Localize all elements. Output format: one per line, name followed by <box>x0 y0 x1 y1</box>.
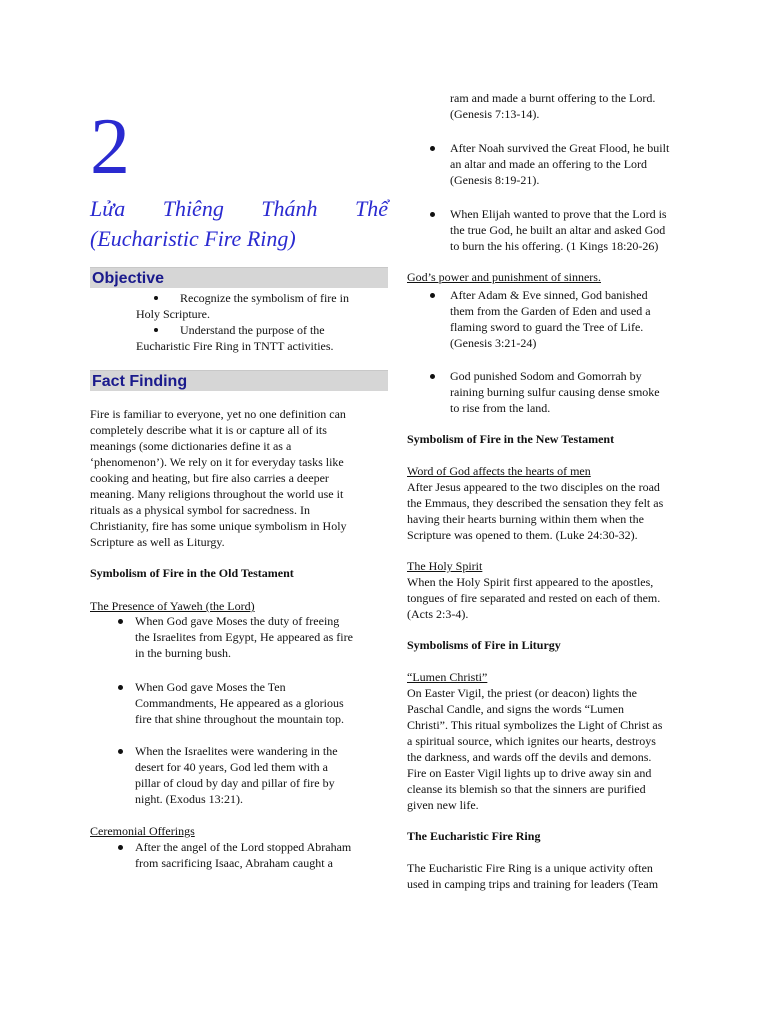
lumen-heading: “Lumen Christi” <box>407 670 488 684</box>
intro-paragraph: Fire is familiar to everyone, yet no one definition can completely describe what it is or capture all of its meanings (some dictionaries define it as a ‘phenomenon’). We rely on it for everyday tasks like cooking and heating, but fire also carries a deeper meaning. Many religions throughout the world use it rituals as a physical symbol for sacredness. In Christianity, fire has some unique symbolism in Holy Scripture as well as Liturgy. <box>90 407 347 549</box>
bullet-icon <box>430 146 435 151</box>
lumen-paragraph: On Easter Vigil, the priest (or deacon) lights the Paschal Candle, and signs the words “Lumen Christi”. This ritual symbolizes the Light of Christ as a spiritual source, which ignites our hearts, destroys the darkness, and wards off the devils and demons. Fire on Easter Vigil lights up to drive away sin and cleanse its blemish so that the sinners are purified given new life. <box>407 686 663 812</box>
list-item: When God gave Moses the Ten Commandments, He appeared as a glorious fire that shine throughout the mountain top. <box>135 680 344 726</box>
word-heading: Word of God affects the hearts of men <box>407 464 591 478</box>
liturgy-heading: Symbolisms of Fire in Liturgy <box>407 638 561 652</box>
continued-item: ram and made a burnt offering to the Lord. (Genesis 7:13-14). <box>450 91 656 121</box>
fire-ring-paragraph: The Eucharistic Fire Ring is a unique activity often used in camping trips and training for leaders (Team <box>407 861 659 891</box>
list-item: God punished Sodom and Gomorrah by raining burning sulfur causing dense smoke to rise from the land. <box>450 369 660 415</box>
chapter-number: 2 <box>90 103 130 191</box>
bullet-icon <box>430 374 435 379</box>
list-item: After Noah survived the Great Flood, he built an altar and made an offering to the Lord (Genesis 8:19-21). <box>450 141 670 187</box>
bullet-icon <box>430 293 435 298</box>
fire-ring-heading: The Eucharistic Fire Ring <box>407 829 541 843</box>
bullet-icon <box>118 619 123 624</box>
chapter-title-vietnamese: Lửa Thiêng Thánh Thể <box>90 196 388 221</box>
presence-heading: The Presence of Yaweh (the Lord) <box>90 599 255 613</box>
chapter-title <box>90 194 388 254</box>
spirit-heading: The Holy Spirit <box>407 559 483 573</box>
new-testament-heading: Symbolism of Fire in the New Testament <box>407 432 615 446</box>
list-item: When Elijah wanted to prove that the Lord is the true God, he built an altar and asked God to burn the his offering. (1 Kings 18:20-26) <box>450 207 667 253</box>
fact-finding-heading: Fact Finding <box>90 370 388 391</box>
bullet-icon <box>430 212 435 217</box>
list-item: When God gave Moses the duty of freeing the Israelites from Egypt, He appeared as fire in the burning bush. <box>135 614 353 660</box>
list-item: When the Israelites were wandering in the desert for 40 years, God led them with a pillar of cloud by day and pillar of fire by night. (Exodus 13:21). <box>135 744 338 806</box>
bullet-icon <box>118 845 123 850</box>
objective-item: Understand the purpose of the Eucharistic Fire Ring in TNTT activities. <box>136 323 334 353</box>
old-testament-heading: Symbolism of Fire in the Old Testament <box>90 566 294 580</box>
bullet-icon <box>118 749 123 754</box>
bullet-icon <box>118 685 123 690</box>
chapter-title-english: (Eucharistic Fire Ring) <box>90 226 296 251</box>
power-heading: God’s power and punishment of sinners. <box>407 270 601 284</box>
objective-item: Recognize the symbolism of fire in Holy Scripture. <box>136 291 349 321</box>
list-item: After the angel of the Lord stopped Abraham from sacrificing Isaac, Abraham caught a <box>135 840 352 870</box>
spirit-paragraph: When the Holy Spirit first appeared to the apostles, tongues of fire separated and rested on each of them. (Acts 2:3-4). <box>407 575 661 621</box>
offerings-heading: Ceremonial Offerings <box>90 824 195 838</box>
list-item: After Adam & Eve sinned, God banished them from the Garden of Eden and used a flaming sword to guard the Tree of Life. (Genesis 3:21-24) <box>450 288 651 350</box>
objective-heading: Objective <box>90 267 388 288</box>
word-paragraph: After Jesus appeared to the two disciples on the road the Emmaus, they described the sensation they felt as having their hearts burning within them when the Scripture was opened to them. (Luke 24:30-32). <box>407 480 664 542</box>
